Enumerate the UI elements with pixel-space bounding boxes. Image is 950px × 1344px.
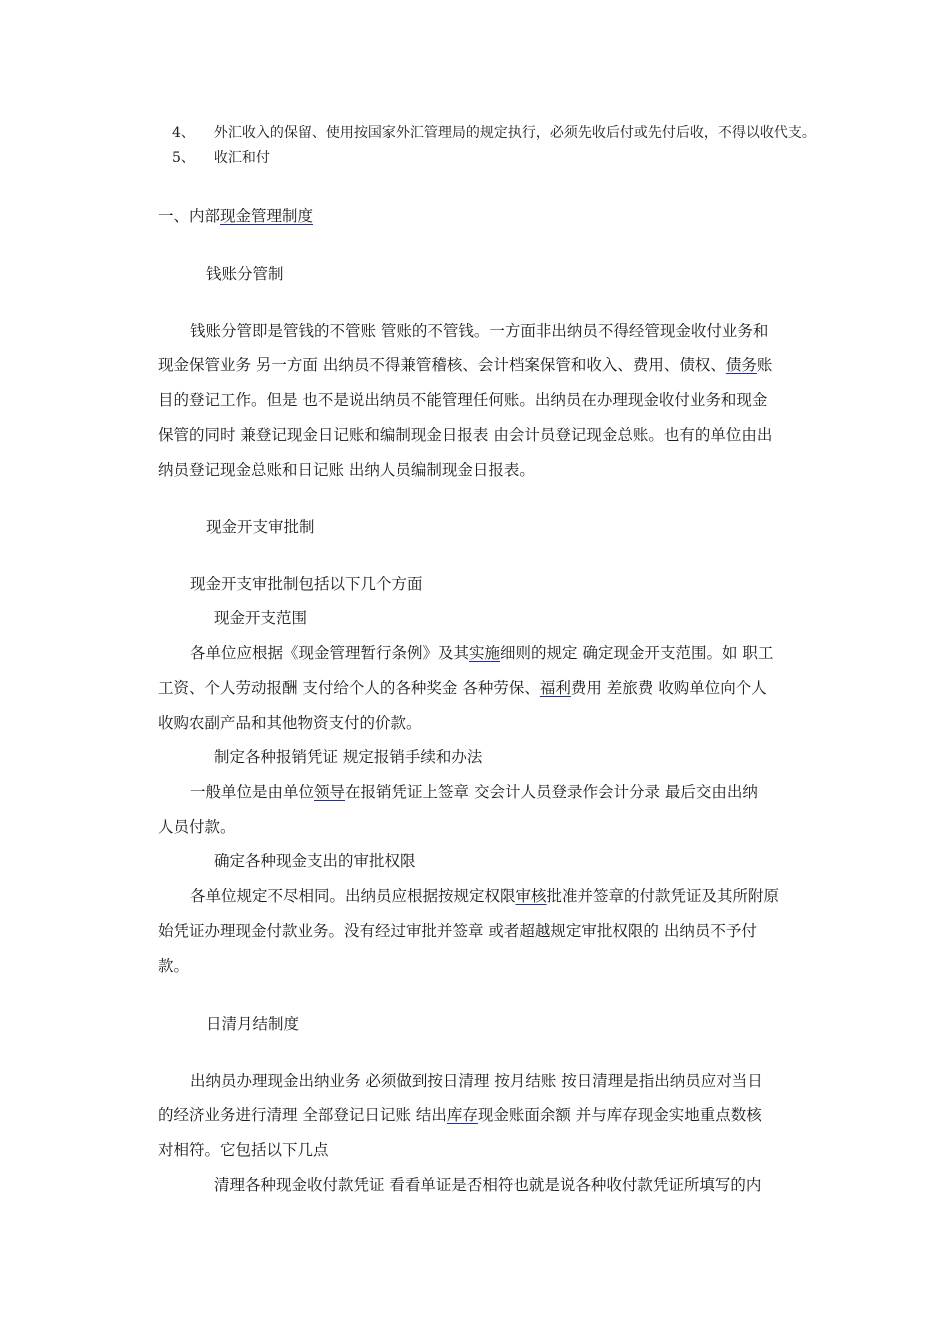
list-item-5 (172, 147, 270, 169)
link-audit[interactable]: 审核 (515, 887, 547, 905)
list-number: 4、 (172, 125, 195, 141)
paragraph-line: 各单位规定不尽相同。出纳员应根据按规定权限审核批准并签章的付款凭证及其所附原 (190, 887, 780, 905)
link-welfare[interactable]: 福利 (539, 679, 571, 697)
paragraph-line: 现金保管业务 另一方面 出纳员不得兼管稽核、会计档案保管和收入、费用、债权、债务账 (158, 356, 773, 374)
link-cash-management[interactable]: 现金管理制度 (220, 207, 314, 225)
paragraph-line: 目的登记工作。但是 也不是说出纳员不能管理任何账。出纳员在办理现金收付业务和现金 (158, 391, 768, 409)
subheading: 现金开支范围 (214, 609, 308, 627)
paragraph-line: 款。 (158, 957, 190, 975)
paragraph-line: 出纳员办理现金出纳业务 必须做到按日清理 按月结账 按日清理是指出纳员应对当日 (190, 1072, 763, 1090)
paragraph-line: 对相符。它包括以下几点 (158, 1141, 329, 1159)
link-debt[interactable]: 债务 (725, 356, 757, 374)
heading-cash-account-separation: 钱账分管制 (206, 265, 284, 283)
paragraph-line: 人员付款。 (158, 818, 236, 836)
paragraph-line: 收购农副产品和其他物资支付的价款。 (158, 714, 422, 732)
link-leadership[interactable]: 领导 (314, 783, 346, 801)
heading-expense-approval: 现金开支审批制 (206, 518, 315, 536)
list-number: 5、 (172, 150, 195, 166)
paragraph-line: 一般单位是由单位领导在报销凭证上签章 交会计人员登录作会计分录 最后交由出纳 (190, 783, 758, 801)
list-text: 收汇和付 (213, 150, 270, 166)
subheading: 制定各种报销凭证 规定报销手续和办法 (214, 748, 483, 766)
list-item-4 (172, 122, 816, 144)
list-text: 外汇收入的保留、使用按国家外汇管理局的规定执行，必须先收后付或先付后收，不得以收代支。 (213, 125, 816, 141)
paragraph-line: 工资、个人劳动报酬 支付给个人的各种奖金 各种劳保、福利费用 差旅费 收购单位向个人 (158, 679, 767, 697)
paragraph-line: 钱账分管即是管钱的不管账 管账的不管钱。一方面非出纳员不得经管现金收付业务和 (190, 322, 769, 340)
heading-daily-monthly-settlement: 日清月结制度 (206, 1015, 300, 1033)
paragraph-line: 现金开支审批制包括以下几个方面 (190, 575, 423, 593)
section-title: 一、内部现金管理制度 (158, 207, 314, 225)
paragraph-line: 各单位应根据《现金管理暂行条例》及其实施细则的规定 确定现金开支范围。如 职工 (190, 644, 774, 662)
paragraph-line: 纳员登记现金总账和日记账 出纳人员编制现金日报表。 (158, 461, 535, 479)
paragraph-line: 的经济业务进行清理 全部登记日记账 结出库存现金账面余额 并与库存现金实地重点数核 (158, 1106, 762, 1124)
link-implementation[interactable]: 实施 (469, 644, 501, 662)
paragraph-line: 始凭证办理现金付款业务。没有经过审批并签章 或者超越规定审批权限的 出纳员不予付 (158, 922, 757, 940)
link-inventory[interactable]: 库存 (446, 1106, 478, 1124)
paragraph-line: 保管的同时 兼登记现金日记账和编制现金日报表 由会计员登记现金总账。也有的单位由出 (158, 426, 773, 444)
subheading: 清理各种现金收付款凭证 看看单证是否相符也就是说各种收付款凭证所填写的内 (214, 1176, 762, 1194)
subheading: 确定各种现金支出的审批权限 (214, 852, 416, 870)
